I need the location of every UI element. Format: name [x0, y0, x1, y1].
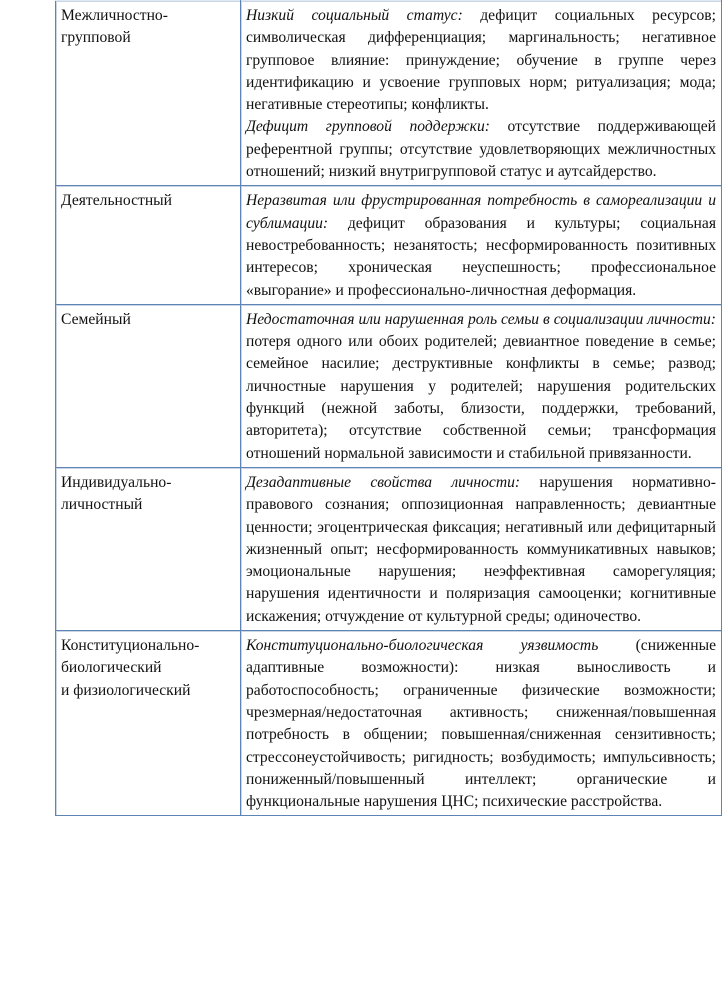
factor-lead: Дефицит групповой поддержки: — [246, 118, 490, 136]
table-row — [56, 304, 722, 467]
factor-text: нарушения нормативно-правового сознания; оппозиционная направленность; девиантные ценности; эгоцентрическая фиксация; негативный или дефицитарный жизненный опыт; несформированность коммуникативных навыков; эмоциональные нарушения; неэффективная саморегуляция; нарушения идентичности и поляризация самооценки; когнитивные искажения; отчуждение от культурной среды; одиночество. — [246, 473, 716, 625]
category-cell — [56, 304, 241, 467]
factor-lead: Недостаточная или нарушенная роль семьи в социализации личности: — [246, 310, 716, 328]
table-row — [56, 1, 722, 186]
category-label: групповой — [61, 29, 131, 47]
description-paragraph — [246, 635, 716, 813]
factors-table — [55, 0, 722, 816]
description-paragraph — [246, 190, 716, 301]
description-paragraph — [246, 472, 716, 628]
description-cell — [241, 1, 722, 186]
description-paragraph — [246, 5, 716, 116]
category-label: Конституционально- — [61, 637, 200, 655]
category-cell — [56, 186, 241, 304]
description-cell — [241, 631, 722, 816]
description-cell — [241, 186, 722, 304]
category-label: и физиологический — [61, 681, 191, 699]
category-cell — [56, 631, 241, 816]
description-paragraph — [246, 309, 716, 465]
factor-text: отсутствие поддерживающей референтной группы; отсутствие удовлетворяющих межличностных отношений; низкий внутригрупповой статус и аутсайдерство. — [246, 118, 716, 181]
factor-lead: Неразвитая или фрустрированная потребность в самореализации и сублимации: — [246, 192, 716, 232]
table-body — [56, 1, 722, 816]
factor-lead: Низкий социальный статус: — [246, 7, 463, 24]
factor-text: потеря одного или обоих родителей; девиантное поведение в семье; семейное насилие; деструктивные конфликты в семье; развод; личностные нарушения у родителей; нарушения родительских функций (нежной заботы, близости, поддержки, требований, авторитета); отсутствие собственной семьи; трансформация отношений нормальной зависимости и стабильной привязанности. — [246, 333, 716, 462]
category-label: Индивидуально- — [61, 473, 172, 491]
description-paragraph — [246, 116, 716, 183]
category-cell — [56, 467, 241, 630]
category-cell — [56, 1, 241, 186]
factor-lead: Конституционально-биологическая уязвимость — [246, 637, 599, 655]
factor-text: (сниженные адаптивные возможности): низкая выносливость и работоспособность; ограниченные физические возможности; чрезмерная/недостаточная активность; сниженная/повышенная потребность в общении; повышенная/сниженная сензитивность; стрессонеустойчивость; ригидность; возбудимость; импульсивность; пониженный/повышенный интеллект; органические и функциональные нарушения ЦНС; психические расстройства. — [246, 637, 716, 811]
description-cell — [241, 304, 722, 467]
category-label: Семейный — [61, 310, 131, 328]
category-label: Деятельностный — [61, 192, 172, 210]
description-cell — [241, 467, 722, 630]
factor-text: дефицит образования и культуры; социальная невостребованность; незанятость; несформированность позитивных интересов; хроническая неуспешность; профессиональное «выгорание» и профессионально-личностная деформация. — [246, 214, 716, 299]
category-label: Межличностно- — [61, 7, 168, 24]
factor-text: дефицит социальных ресурсов; символическая дифференциация; маргинальность; негативное групповое влияние: принуждение; обучение в группе через идентификацию и усвоение групповых норм; ритуализация; мода; негативные стереотипы; конфликты. — [246, 7, 716, 114]
category-label: личностный — [61, 496, 143, 514]
factor-lead: Дезадаптивные свойства личности: — [246, 473, 521, 491]
table-row — [56, 631, 722, 816]
table-row — [56, 186, 722, 304]
table-row — [56, 467, 722, 630]
category-label: биологический — [61, 659, 162, 677]
